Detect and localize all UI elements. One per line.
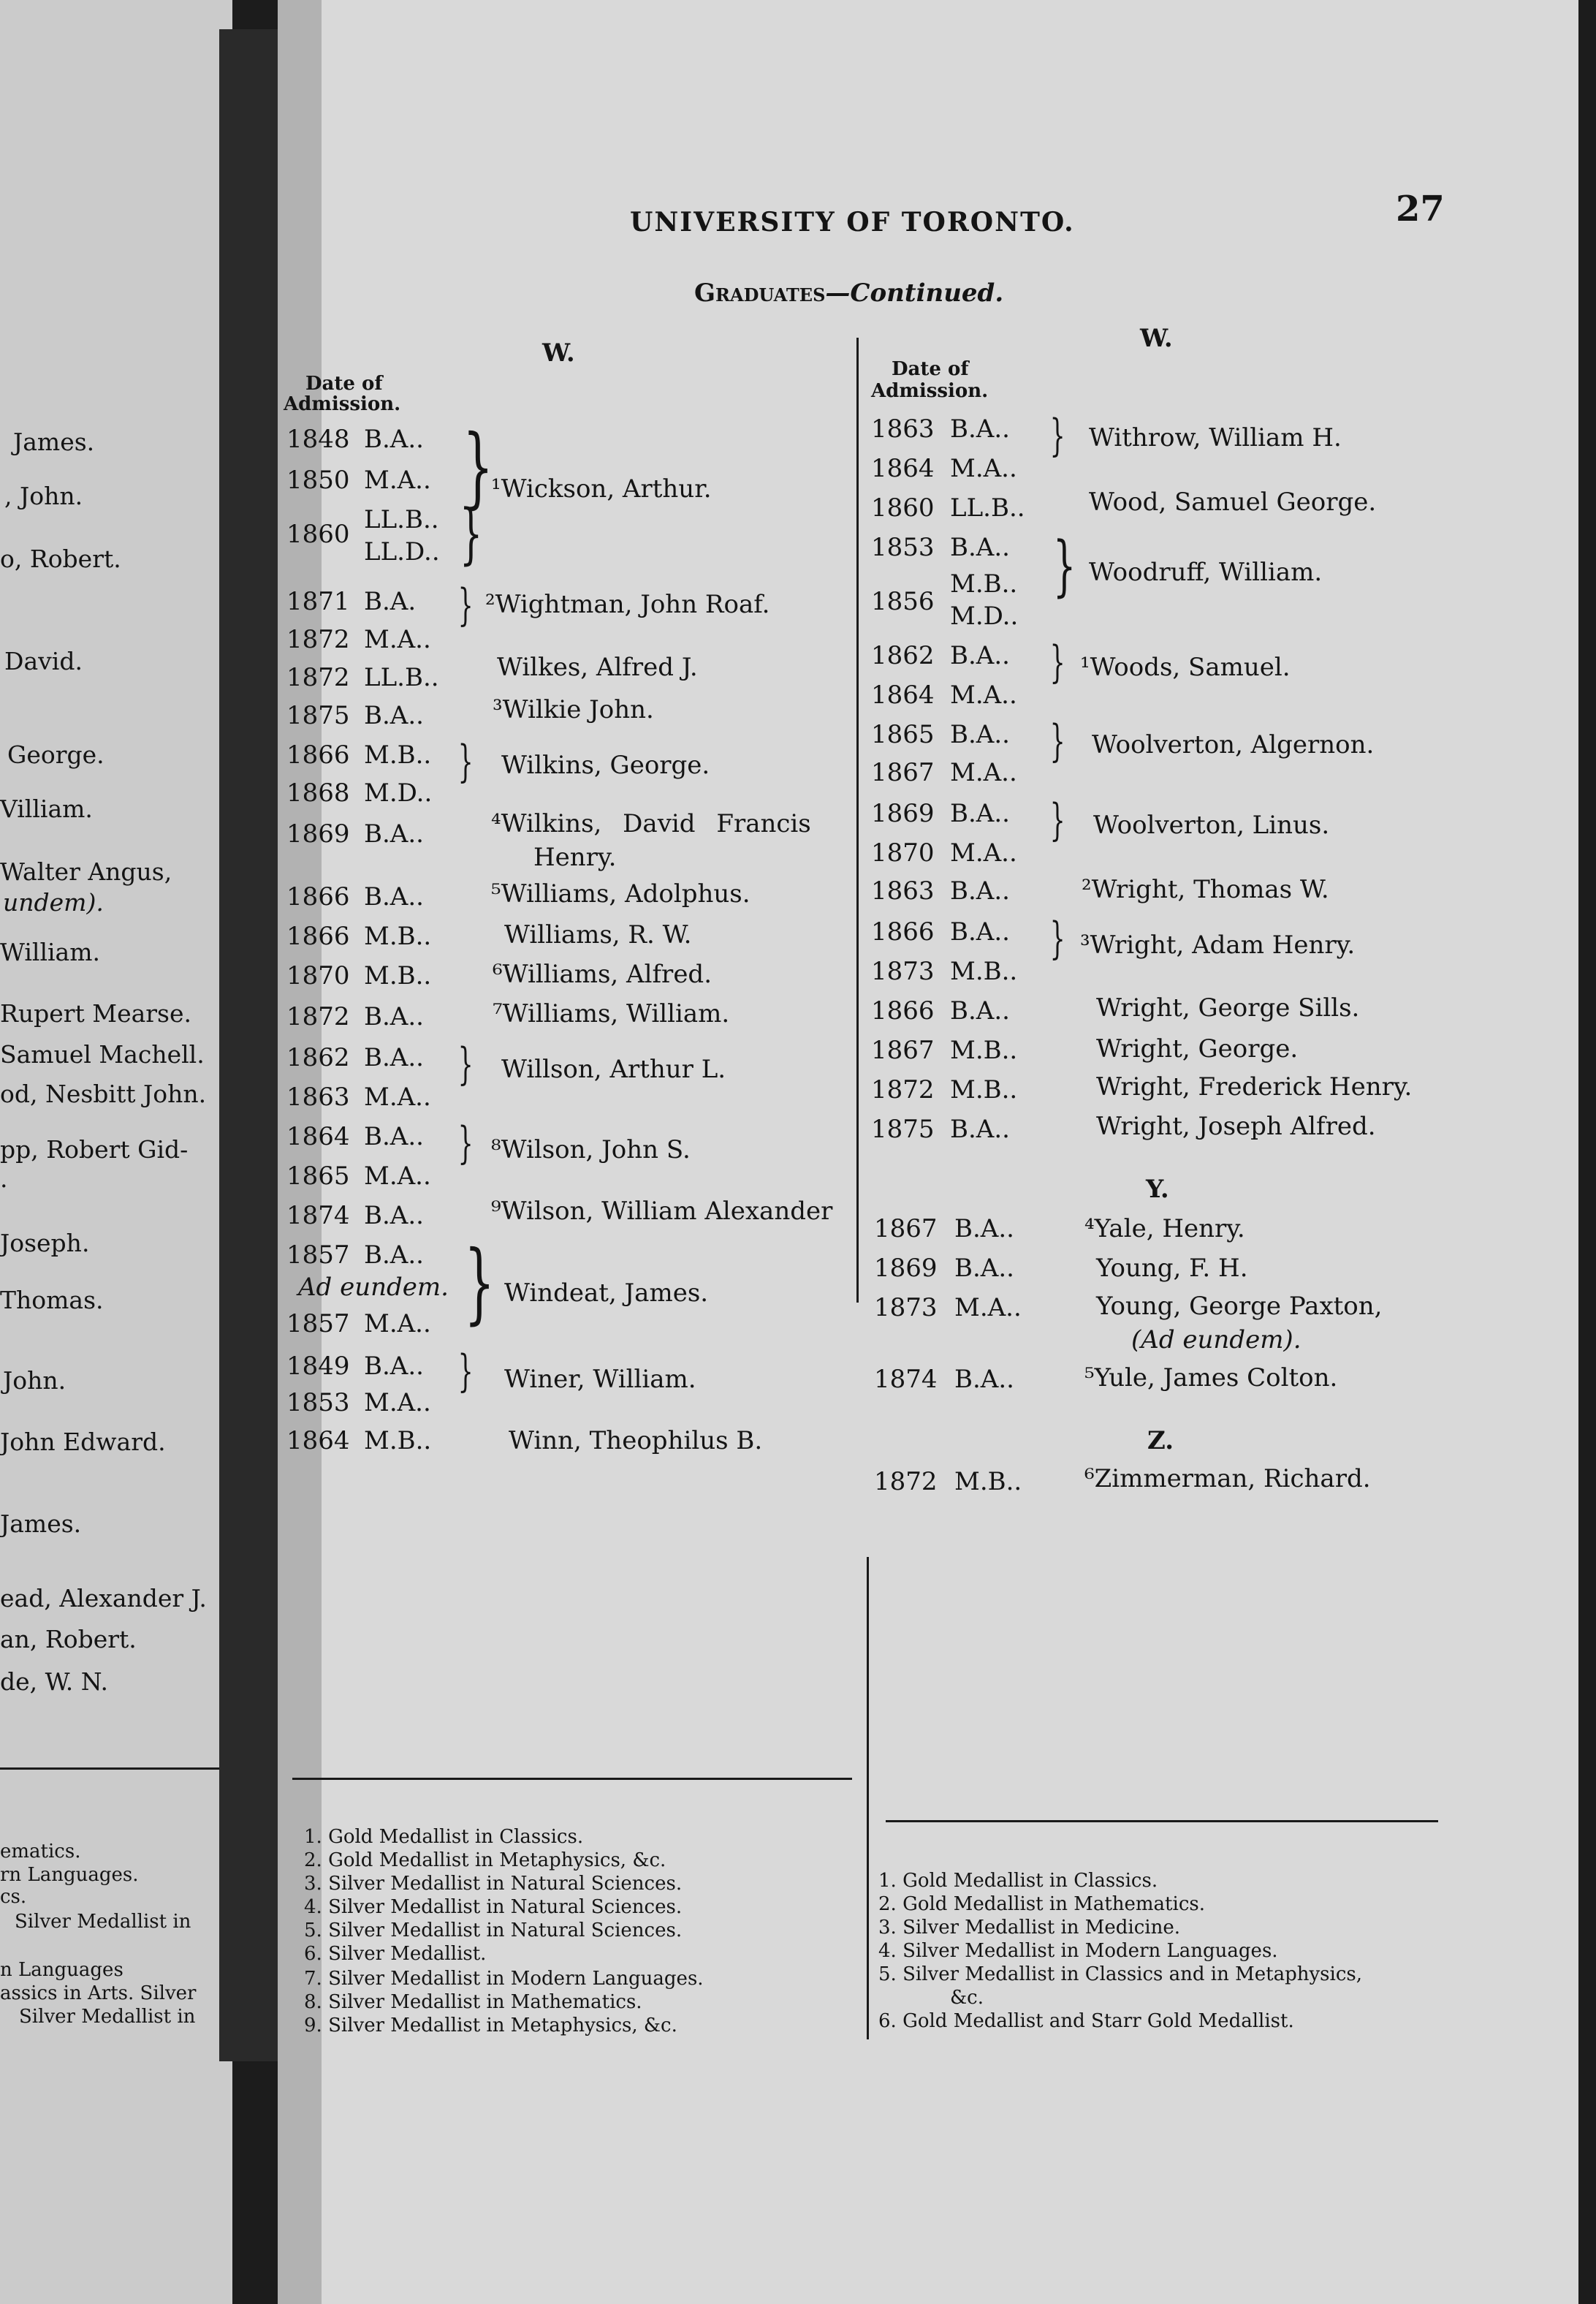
section-heading	[694, 278, 1004, 308]
right-row-year: 1867	[871, 758, 935, 787]
right-row-degree: B.A..	[954, 1214, 1014, 1243]
left-name: ²Wightman, John Roaf.	[485, 590, 770, 619]
brace: }	[457, 1039, 474, 1090]
right-name: (Ad eundem).	[1131, 1325, 1302, 1354]
right-row-degree: M.A..	[954, 1293, 1022, 1322]
left-row-degree: M.B..	[364, 1426, 432, 1455]
right-row-degree: M.B..	[950, 957, 1018, 986]
brace: }	[1049, 913, 1065, 964]
prev-name: .	[0, 1164, 8, 1193]
right-row-year: 1872	[871, 1075, 935, 1104]
page-number: 27	[1396, 189, 1445, 230]
left-footnote: 3. Silver Medallist in Natural Sciences.	[304, 1873, 683, 1895]
left-name: Winn, Theophilus B.	[509, 1426, 763, 1455]
brace: }	[1049, 637, 1065, 688]
prev-name: John Edward.	[0, 1428, 166, 1456]
right-row-year: 1870	[871, 838, 935, 868]
left-name: ⁴Wilkins, David Francis	[491, 809, 811, 838]
left-row-degree: B.A..	[364, 701, 424, 730]
right-footnote: 1. Gold Medallist in Classics.	[878, 1870, 1158, 1892]
right-row-degree: M.B..	[950, 1075, 1018, 1104]
prev-name: George.	[7, 740, 104, 769]
prev-name: de, W. N.	[0, 1667, 109, 1696]
left-letter: W.	[542, 338, 575, 368]
left-footnote: 8. Silver Medallist in Mathematics.	[304, 1991, 642, 2013]
date-header: Admission.	[284, 393, 401, 415]
right-row-degree: B.A..	[954, 1254, 1014, 1283]
prev-footnote: n Languages	[0, 1959, 123, 1981]
left-row-degree: B.A..	[364, 1043, 424, 1072]
left-name: Wilkes, Alfred J.	[497, 653, 698, 682]
left-row-year: 1863	[286, 1083, 350, 1112]
left-row-degree: B.A..	[364, 819, 424, 849]
left-row-degree: Ad eundem.	[298, 1273, 449, 1302]
left-row-degree: M.B..	[364, 922, 432, 951]
brace: }	[459, 496, 483, 572]
left-row-year: 1869	[286, 819, 350, 849]
right-name: Wright, Frederick Henry.	[1096, 1072, 1413, 1102]
prev-footnote: Silver Medallist in	[19, 2006, 196, 2028]
right-row-degree: M.B..	[950, 1036, 1018, 1065]
left-name: ⁷Williams, William.	[493, 999, 730, 1028]
left-row-degree: M.A..	[364, 625, 431, 654]
prev-name: an, Robert.	[0, 1625, 137, 1653]
brace: }	[464, 1232, 495, 1334]
left-name: Willson, Arthur L.	[501, 1055, 726, 1084]
right-row-year: 1869	[874, 1254, 938, 1283]
right-footnote: 4. Silver Medallist in Modern Languages.	[878, 1940, 1278, 1962]
section-heading-continued: —Continued.	[825, 278, 1004, 308]
right-row-year: 1865	[871, 720, 935, 749]
right-row-year: 1869	[871, 799, 935, 828]
right-row-degree: LL.B..	[950, 493, 1025, 523]
left-row-degree: B.A..	[364, 1352, 424, 1381]
left-row-year: 1862	[286, 1043, 350, 1072]
prev-footnote: ematics.	[0, 1841, 81, 1862]
right-row-degree: M.B..	[954, 1467, 1022, 1496]
right-row-degree: B.A..	[950, 641, 1010, 670]
right-row-year: 1872	[874, 1467, 938, 1496]
prev-footnote: assics in Arts. Silver	[0, 1982, 197, 2004]
left-row-degree: M.A..	[364, 1083, 431, 1112]
left-row-year: 1857	[286, 1240, 350, 1270]
brace: }	[463, 417, 494, 518]
right-row-year: 1873	[871, 957, 935, 986]
date-header: Admission.	[871, 380, 989, 402]
left-row-year: 1853	[286, 1388, 350, 1417]
prev-name: Samuel Machell.	[0, 1040, 205, 1069]
right-row-year: 1866	[871, 996, 935, 1026]
right-row-degree: M.A..	[950, 758, 1017, 787]
left-row-degree: B.A..	[364, 1002, 424, 1031]
brace: }	[457, 736, 474, 787]
footnote-rule	[292, 1778, 852, 1780]
right-row-year: 1864	[871, 681, 935, 710]
left-footnote: 4. Silver Medallist in Natural Sciences.	[304, 1896, 683, 1918]
prev-name: John.	[3, 1366, 66, 1395]
right-name: Wright, George.	[1096, 1034, 1299, 1064]
right-row-year: 1874	[874, 1365, 938, 1394]
right-row-degree: B.A..	[950, 414, 1010, 444]
left-row-degree: M.A..	[364, 1388, 431, 1417]
right-name: Young, F. H.	[1096, 1254, 1248, 1283]
left-row-year: 1849	[286, 1352, 350, 1381]
left-row-year: 1875	[286, 701, 350, 730]
left-footnote: 6. Silver Medallist.	[304, 1943, 487, 1965]
left-footnote: 9. Silver Medallist in Metaphysics, &c.	[304, 2015, 677, 2036]
footnote-rule	[886, 1820, 1438, 1822]
brace: }	[1049, 410, 1065, 461]
running-title: UNIVERSITY OF TORONTO.	[630, 207, 1075, 238]
left-row-degree: LL.B..	[364, 505, 439, 534]
left-row-year: 1860	[286, 520, 350, 549]
right-row-degree: B.A..	[950, 720, 1010, 749]
left-row-degree: B.A..	[364, 1122, 424, 1151]
left-row-degree: M.D..	[364, 778, 433, 808]
prev-name: pp, Robert Gid-	[0, 1135, 189, 1164]
prev-footnote: cs.	[0, 1886, 27, 1908]
right-name: Woolverton, Linus.	[1093, 811, 1330, 840]
brace: }	[457, 1118, 474, 1169]
left-name: Henry.	[533, 843, 617, 872]
right-row-degree: B.A..	[950, 799, 1010, 828]
right-footnote: &c.	[950, 1987, 984, 2009]
left-row-degree: B.A..	[364, 425, 424, 454]
date-header: Date of	[305, 373, 383, 395]
right-letter-y: Y.	[1146, 1175, 1169, 1204]
prev-footnote: Silver Medallist in	[15, 1911, 191, 1933]
left-row-degree: LL.B..	[364, 663, 439, 692]
prev-name: Joseph.	[0, 1229, 90, 1257]
prev-name: David.	[4, 647, 83, 675]
right-footnote: 5. Silver Medallist in Classics and in Metaphysics,	[878, 1963, 1362, 1985]
footnote-column-divider	[867, 1557, 869, 2039]
left-footnote: 1. Gold Medallist in Classics.	[304, 1826, 584, 1848]
left-name: ⁵Williams, Adolphus.	[491, 879, 750, 909]
left-row-year: 1864	[286, 1122, 350, 1151]
right-row-year: 1856	[871, 587, 935, 616]
left-row-degree: B.A.	[364, 587, 417, 616]
right-row-degree: B.A..	[950, 533, 1010, 562]
section-heading-main: Graduates	[694, 278, 826, 308]
right-footnote: 3. Silver Medallist in Medicine.	[878, 1917, 1181, 1939]
left-row-year: 1870	[286, 961, 350, 990]
left-row-degree: M.B..	[364, 740, 432, 770]
left-row-year: 1874	[286, 1201, 350, 1230]
left-row-year: 1872	[286, 1002, 350, 1031]
left-row-year: 1865	[286, 1162, 350, 1191]
right-name: Wood, Samuel George.	[1089, 488, 1377, 517]
right-row-degree: B.A..	[950, 876, 1010, 906]
right-row-degree: M.A..	[950, 681, 1017, 710]
right-name: ⁶Zimmerman, Richard.	[1084, 1464, 1371, 1493]
date-header: Date of	[892, 358, 969, 380]
left-row-degree: M.A..	[364, 466, 431, 495]
left-footnote: 2. Gold Medallist in Metaphysics, &c.	[304, 1849, 666, 1871]
left-row-year: 1872	[286, 625, 350, 654]
right-row-degree: B.A..	[950, 1115, 1010, 1144]
left-row-year: 1866	[286, 922, 350, 951]
right-row-degree: M.D..	[950, 602, 1019, 631]
left-name: Wilkins, George.	[501, 751, 710, 780]
left-name: ⁸Wilson, John S.	[491, 1135, 691, 1164]
page-edge	[1578, 0, 1596, 2304]
left-row-year: 1866	[286, 740, 350, 770]
brace: }	[457, 580, 474, 631]
right-footnote: 6. Gold Medallist and Starr Gold Medallist.	[878, 2010, 1294, 2032]
right-row-year: 1863	[871, 414, 935, 444]
right-row-year: 1875	[871, 1115, 935, 1144]
right-name: Young, George Paxton,	[1096, 1292, 1383, 1321]
left-row-degree: B.A..	[364, 882, 424, 912]
left-row-year: 1871	[286, 587, 350, 616]
right-row-year: 1860	[871, 493, 935, 523]
prev-name: James.	[13, 428, 95, 456]
prev-name: Villiam.	[0, 795, 93, 823]
right-letter-w: W.	[1140, 324, 1173, 353]
right-name: Withrow, William H.	[1089, 423, 1342, 452]
left-row-degree: M.B..	[364, 961, 432, 990]
brace: }	[457, 1346, 474, 1397]
left-footnote: 7. Silver Medallist in Modern Languages.	[304, 1968, 704, 1990]
page-gutter	[219, 29, 285, 2061]
prev-name: undem).	[3, 888, 104, 917]
left-row-year: 1866	[286, 882, 350, 912]
prev-name: o, Robert.	[0, 545, 121, 573]
prev-footnote: rn Languages.	[0, 1864, 139, 1886]
left-name: Windeat, James.	[504, 1278, 709, 1308]
left-row-year: 1857	[286, 1309, 350, 1338]
right-name: ²Wright, Thomas W.	[1082, 875, 1329, 904]
left-row-degree: M.A..	[364, 1309, 431, 1338]
right-name: Wright, George Sills.	[1096, 993, 1360, 1023]
prev-name: , John.	[4, 482, 83, 510]
brace: }	[1052, 528, 1076, 605]
right-name: ³Wright, Adam Henry.	[1080, 931, 1356, 960]
right-row-year: 1862	[871, 641, 935, 670]
right-row-degree: B.A..	[954, 1365, 1014, 1394]
left-name: ⁹Wilson, William Alexander	[491, 1197, 833, 1226]
right-row-degree: B.A..	[950, 996, 1010, 1026]
right-name: Wright, Joseph Alfred.	[1096, 1112, 1376, 1141]
right-row-year: 1867	[871, 1036, 935, 1065]
right-row-year: 1867	[874, 1214, 938, 1243]
right-row-year: 1873	[874, 1293, 938, 1322]
left-name: Winer, William.	[504, 1365, 696, 1394]
right-letter-z: Z.	[1147, 1426, 1174, 1455]
prev-footnote-rule	[0, 1767, 219, 1770]
left-row-year: 1872	[286, 663, 350, 692]
right-row-degree: M.B..	[950, 569, 1018, 599]
left-row-year: 1868	[286, 778, 350, 808]
left-name: Williams, R. W.	[504, 920, 692, 950]
column-divider	[856, 338, 859, 1303]
right-name: ⁵Yule, James Colton.	[1084, 1363, 1338, 1392]
right-row-degree: M.A..	[950, 454, 1017, 483]
left-name: ⁶Williams, Alfred.	[493, 960, 712, 989]
left-name: ¹Wickson, Arthur.	[491, 474, 712, 504]
right-row-year: 1863	[871, 876, 935, 906]
right-row-year: 1866	[871, 917, 935, 947]
prev-name: Thomas.	[0, 1286, 104, 1314]
left-row-degree: B.A..	[364, 1201, 424, 1230]
prev-name: od, Nesbitt John.	[0, 1080, 207, 1108]
prev-name: Walter Angus,	[0, 857, 172, 886]
right-name: Woolverton, Algernon.	[1092, 730, 1375, 759]
right-row-year: 1864	[871, 454, 935, 483]
prev-name: Rupert Mearse.	[0, 999, 192, 1028]
left-row-degree: B.A..	[364, 1240, 424, 1270]
left-row-year: 1848	[286, 425, 350, 454]
brace: }	[1049, 795, 1065, 846]
left-name: ³Wilkie John.	[493, 695, 654, 724]
right-footnote: 2. Gold Medallist in Mathematics.	[878, 1893, 1205, 1915]
right-row-year: 1853	[871, 533, 935, 562]
prev-name: William.	[0, 938, 101, 966]
left-row-degree: LL.D..	[364, 537, 440, 566]
right-name: Woodruff, William.	[1089, 558, 1323, 587]
left-row-degree: M.A..	[364, 1162, 431, 1191]
right-name: ¹Woods, Samuel.	[1080, 653, 1291, 682]
right-name: ⁴Yale, Henry.	[1084, 1214, 1245, 1243]
prev-name: ead, Alexander J.	[0, 1584, 207, 1613]
brace: }	[1049, 716, 1065, 767]
left-row-year: 1850	[286, 466, 350, 495]
prev-name: James.	[0, 1509, 82, 1538]
left-footnote: 5. Silver Medallist in Natural Sciences.	[304, 1920, 683, 1941]
left-row-year: 1864	[286, 1426, 350, 1455]
right-row-degree: B.A..	[950, 917, 1010, 947]
right-row-degree: M.A..	[950, 838, 1017, 868]
